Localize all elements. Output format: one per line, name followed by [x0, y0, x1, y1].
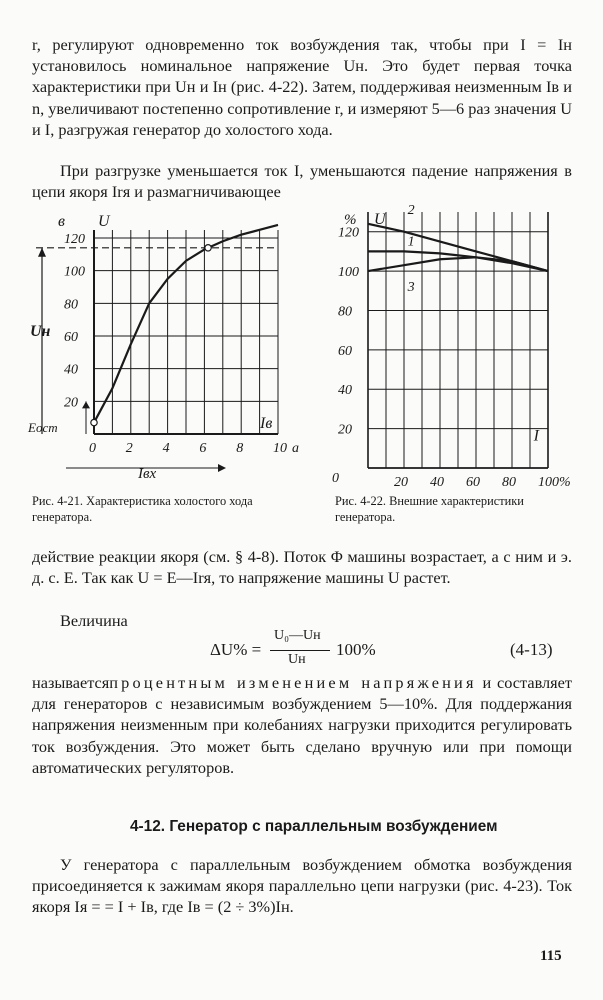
fig1-eost-arrow-head	[82, 401, 90, 408]
fig1-x-tick-label: 10	[273, 441, 287, 456]
fig1-eost-label: Eост	[28, 420, 58, 435]
fig2-unit-label: %	[344, 212, 357, 228]
paragraph-6	[32, 854, 572, 918]
paragraph-2-text: При разгрузке уменьшается ток I, уменьшаются падение напряжения в цепи якоря Irя и размагничивающее	[32, 161, 572, 202]
fig2-curve-label-3: 3	[407, 279, 415, 295]
fig1-x-tick-label: 2	[125, 441, 133, 456]
fig2-y-tick-label: 100	[338, 265, 359, 281]
fig2-x-tick-label: 100%	[538, 475, 571, 490]
fig2-y-tick-label: 0	[332, 471, 339, 486]
fig1-point-start	[91, 419, 97, 425]
paragraph-5-post: и составляет для генераторов с независимым возбуждением 5—10%. Для поддержания напряжения неизменным при колебаниях нагрузки приходится регулировать ток возбуждения. Это может быть сделано вручную или при помощи автоматических регуляторов.	[32, 673, 572, 777]
fig2-x-tick-label: 80	[502, 475, 516, 490]
paragraph-4-text: Величина	[60, 611, 128, 630]
fig1-y-tick-label: 80	[64, 297, 78, 313]
fig2-y-tick-label: 40	[338, 383, 352, 399]
fig1-axis-y-label: U	[98, 213, 110, 230]
paragraph-3	[32, 546, 572, 588]
fig1-x-tick-label: 8	[236, 441, 244, 456]
fig1-ibx-arrow-head	[218, 464, 226, 472]
paragraph-5-spaced-term: процентным изменением напряжения	[109, 673, 477, 692]
fig1-x-tick-label: 6	[199, 441, 207, 456]
figure-4-22-chart	[330, 202, 580, 490]
section-heading: 4-12. Генератор с параллельным возбуждением	[130, 818, 498, 835]
fig2-axis-x-label: I	[533, 427, 539, 445]
paragraph-1-text: r, регулируют одновременно ток возбуждения так, чтобы при I = Iн установилось номинальное напряжение Uн. Это будет первая точка характеристики при Uн и Iн (рис. 4-22). Затем, поддерживая неизменным Iв и n, увеличивают постепенно сопротивление r, и измеряют 5—6 раз значения U и I, разгружая генератор до холостого хода.	[32, 35, 573, 139]
paragraph-2	[32, 160, 572, 202]
formula-number: (4-13)	[510, 640, 553, 659]
paragraph-6-text: У генератора с параллельным возбуждением обмотка возбуждения присоединяется к зажимам якоря параллельно цепи нагрузки (рис. 4-23). Ток якоря Iя = = I + Iв, где Iв = (2 ÷ 3%)Iн.	[32, 855, 572, 917]
fig1-unit-label: в	[58, 213, 65, 230]
figure-4-21-caption: Рис. 4-21. Характеристика холостого хода генератора.	[32, 494, 253, 524]
fig1-point-nominal	[205, 245, 211, 251]
formula-fraction-bar	[270, 650, 330, 651]
formula-4-13	[170, 630, 570, 670]
fig1-y-tick-label: 100	[64, 264, 85, 280]
fig1-y-tick-label: 20	[64, 395, 78, 411]
fig1-ibx-label: Iвх	[138, 466, 157, 482]
fig2-x-tick-label: 40	[430, 475, 444, 490]
fig1-axis-x-label: Iв	[260, 415, 273, 432]
fig2-curve-label-1: 1	[407, 234, 415, 250]
figure-4-22-caption: Рис. 4-22. Внешние характеристики генератора.	[335, 494, 524, 524]
fig2-x-tick-label: 60	[466, 475, 480, 490]
fig1-uh-arrow-head	[38, 248, 46, 257]
fig2-x-tick-label: 20	[394, 475, 408, 490]
paragraph-3-text: действие реакции якоря (см. § 4-8). Поток Φ машины возрастает, а с ним и э. д. с. E. Так как U = E—Irя, то напряжение машины U растет.	[32, 547, 572, 588]
fig2-axis-y-label: U	[374, 211, 386, 228]
fig1-y-tick-label: 120	[64, 232, 85, 247]
fig2-y-tick-label: 20	[338, 422, 352, 438]
paragraph-1	[32, 34, 572, 140]
fig2-y-tick-label: 60	[338, 343, 352, 359]
formula-numerator: U₀—Uн	[274, 628, 321, 643]
figure-4-21-chart	[28, 208, 299, 493]
formula-tail: 100%	[336, 640, 376, 659]
fig1-y-tick-label: 40	[64, 362, 78, 378]
fig1-y-tick-label: 60	[64, 330, 78, 345]
formula-lhs: ΔU% =	[210, 640, 262, 659]
paragraph-5	[32, 672, 572, 778]
fig1-curve	[91, 225, 278, 426]
fig1-x-tick-label: 0	[89, 441, 96, 456]
fig1-annotations	[38, 248, 226, 472]
fig1-x-tick-label: 4	[162, 441, 170, 456]
page-number: 115	[540, 948, 562, 964]
fig2-curve-label-2: 2	[407, 202, 415, 218]
formula-denominator: Uн	[288, 652, 306, 667]
paragraph-5-text	[32, 672, 572, 778]
paragraph-5-pre: называется	[32, 673, 110, 692]
fig2-y-tick-label: 120	[338, 225, 359, 241]
fig2-y-tick-label: 80	[338, 304, 352, 320]
fig1-unit-x-label: а	[292, 441, 299, 456]
fig1-uh-label: Uн	[30, 323, 51, 340]
fig1-tick-labels	[27, 213, 299, 482]
